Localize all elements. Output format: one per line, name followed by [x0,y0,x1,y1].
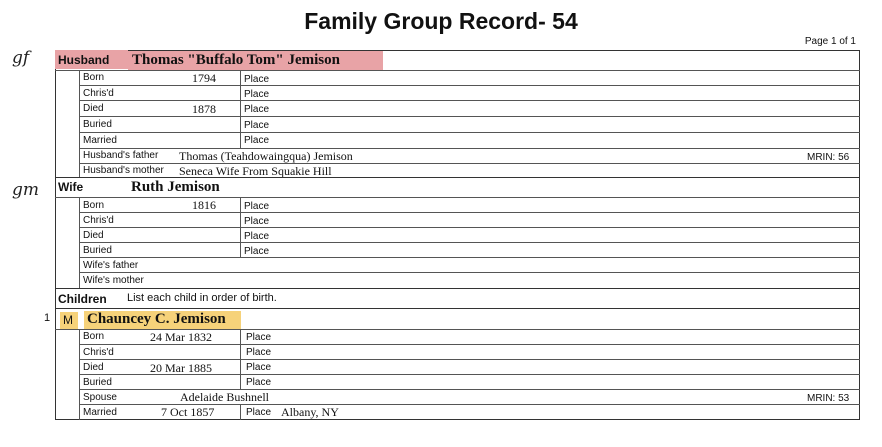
wife-section-label: Wife [58,180,84,194]
child-died-date: 20 Mar 1885 [150,361,212,375]
divider [79,272,860,273]
wife-died-place-label: Place [244,231,270,242]
child-spouse-label: Spouse [83,392,117,403]
husband-married-place-label: Place [244,135,270,146]
child-chris-place-label: Place [246,347,272,358]
husband-father-name: Thomas (Teahdowaingqua) Jemison [179,149,353,163]
wife-chris-place-label: Place [244,216,270,227]
child-married-label: Married [83,407,117,418]
child-born-label: Born [83,331,105,342]
husband-married-label: Married [83,135,117,146]
wife-born-place-label: Place [244,201,270,212]
child-spouse-name: Adelaide Bushnell [180,390,269,404]
divider [79,100,860,101]
wife-born-label: Born [83,200,105,211]
husband-born-date: 1794 [192,71,216,85]
wife-died-label: Died [83,230,104,241]
page-number: Page 1 of 1 [804,36,856,47]
divider [79,359,860,360]
husband-annotation: gf [12,48,30,68]
husband-died-label: Died [83,103,104,114]
child-mrin: MRIN: 53 [807,393,850,404]
child-married-place: Albany, NY [281,405,339,419]
husband-born-place-label: Place [244,74,270,85]
wife-buried-place-label: Place [244,246,270,257]
wife-born-date: 1816 [192,198,216,212]
husband-mother-label: Husband's mother [83,165,164,176]
husband-died-place-label: Place [244,104,270,115]
husband-mrin: MRIN: 56 [807,152,850,163]
child-married-date: 7 Oct 1857 [161,405,215,419]
child-buried-label: Buried [83,377,112,388]
wife-name: Ruth Jemison [131,179,220,195]
divider [240,404,241,420]
divider [79,132,860,133]
wife-father-label: Wife's father [83,260,139,271]
husband-chris-label: Chris'd [83,88,114,99]
child-died-label: Died [83,362,104,373]
divider [79,197,80,289]
wife-annotation: gm [12,180,40,200]
wife-chris-label: Chris'd [83,215,114,226]
children-label: Children [58,292,107,306]
page-title: Family Group Record- 54 [304,8,578,34]
husband-buried-label: Buried [83,119,112,130]
husband-name: Thomas "Buffalo Tom" Jemison [132,52,340,68]
husband-chris-place-label: Place [244,89,270,100]
wife-mother-label: Wife's mother [83,275,144,286]
husband-died-date: 1878 [192,102,216,116]
divider [79,70,80,178]
child-died-place-label: Place [246,362,272,373]
divider [79,227,860,228]
husband-father-label: Husband's father [83,150,159,161]
wife-buried-label: Buried [83,245,112,256]
child-born-place-label: Place [246,332,272,343]
divider [79,242,860,243]
husband-section-label: Husband [58,53,110,67]
child-married-place-label: Place [246,407,272,418]
child-sex: M [63,313,73,327]
child-born-date: 24 Mar 1832 [150,330,212,344]
divider [79,257,860,258]
child-chris-label: Chris'd [83,347,114,358]
children-instruction: List each child in order of birth. [127,292,277,304]
child-buried-place-label: Place [246,377,272,388]
child-index: 1 [44,312,51,324]
child-name: Chauncey C. Jemison [87,311,226,327]
divider [55,70,860,71]
husband-mother-name: Seneca Wife From Squakie Hill [179,164,332,178]
divider [240,70,241,148]
divider [55,197,860,198]
husband-born-label: Born [83,72,105,83]
husband-buried-place-label: Place [244,120,270,131]
